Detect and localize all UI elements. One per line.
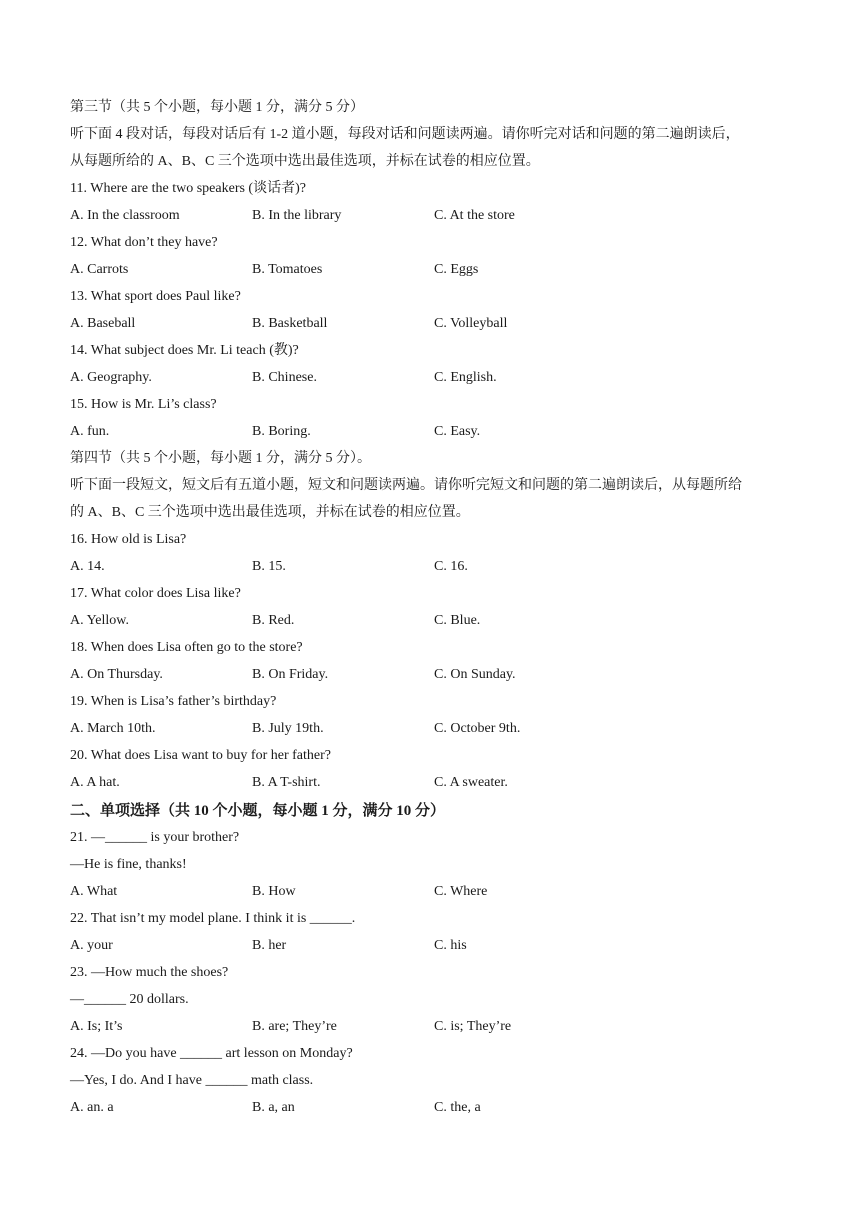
part2-heading: 二、单项选择（共 10 个小题，每小题 1 分，满分 10 分）: [70, 803, 446, 819]
option-b: B. Basketball: [252, 316, 328, 331]
option-b: B. Chinese.: [252, 370, 317, 385]
question-17-stem: 17. What color does Lisa like?: [70, 586, 241, 601]
option-c: C. his: [434, 938, 467, 953]
question-21-stem: 21. —______ is your brother?: [70, 830, 240, 845]
option-a: A. an. a: [70, 1100, 114, 1115]
option-a: A. 14.: [70, 559, 105, 574]
question-20-stem: 20. What does Lisa want to buy for her father?: [70, 748, 331, 763]
option-c: C. Where: [434, 884, 488, 899]
option-b: B. a, an: [252, 1100, 295, 1115]
option-c: C. is; They’re: [434, 1019, 512, 1034]
section4-instruction-line1: 听下面一段短文，短文后有五道小题，短文和问题读两遍。请你听完短文和问题的第二遍朗读后，从每题所给: [70, 478, 742, 493]
option-a: A. Is; It’s: [70, 1019, 123, 1034]
question-23-stem: 23. —How much the shoes?: [70, 965, 229, 980]
option-b: B. On Friday.: [252, 667, 329, 682]
option-a: A. Yellow.: [70, 613, 129, 628]
option-b: B. A T-shirt.: [252, 775, 321, 790]
section4-heading: 第四节（共 5 个小题，每小题 1 分，满分 5 分）。: [70, 451, 371, 466]
question-23-reply: —______ 20 dollars.: [70, 992, 189, 1007]
option-b: B. her: [252, 938, 287, 953]
question-21-reply: —He is fine, thanks!: [70, 857, 187, 872]
question-24-stem: 24. —Do you have ______ art lesson on Monday?: [70, 1046, 353, 1061]
option-b: B. are; They’re: [252, 1019, 337, 1034]
option-c: C. Easy.: [434, 424, 481, 439]
option-c: C. the, a: [434, 1100, 481, 1115]
option-b: B. In the library: [252, 208, 342, 223]
option-a: A. Geography.: [70, 370, 152, 385]
question-18-stem: 18. When does Lisa often go to the store?: [70, 640, 303, 655]
option-b: B. How: [252, 884, 296, 899]
option-a: A. On Thursday.: [70, 667, 163, 682]
section3-heading: 第三节（共 5 个小题，每小题 1 分，满分 5 分）: [70, 100, 364, 115]
question-16-stem: 16. How old is Lisa?: [70, 532, 187, 547]
option-c: C. At the store: [434, 208, 515, 223]
option-a: A. Baseball: [70, 316, 136, 331]
option-c: C. English.: [434, 370, 497, 385]
option-b: B. 15.: [252, 559, 286, 574]
option-b: B. Tomatoes: [252, 262, 323, 277]
question-22-stem: 22. That isn’t my model plane. I think it is ______.: [70, 911, 356, 926]
question-13-stem: 13. What sport does Paul like?: [70, 289, 241, 304]
option-c: C. Blue.: [434, 613, 481, 628]
option-c: C. A sweater.: [434, 775, 508, 790]
option-a: A. Carrots: [70, 262, 129, 277]
option-a: A. March 10th.: [70, 721, 156, 736]
question-19-stem: 19. When is Lisa’s father’s birthday?: [70, 694, 277, 709]
option-c: C. Eggs: [434, 262, 479, 277]
option-c: C. On Sunday.: [434, 667, 516, 682]
section4-instruction-line2: 的 A、B、C 三个选项中选出最佳选项，并标在试卷的相应位置。: [70, 505, 470, 520]
option-c: C. 16.: [434, 559, 468, 574]
section3-instruction-line1: 听下面 4 段对话，每段对话后有 1-2 道小题，每段对话和问题读两遍。请你听完对话和问题的第二遍朗读后，: [70, 127, 740, 142]
option-a: A. A hat.: [70, 775, 120, 790]
option-b: B. Boring.: [252, 424, 311, 439]
question-14-stem: 14. What subject does Mr. Li teach (教)?: [70, 343, 299, 358]
question-15-stem: 15. How is Mr. Li’s class?: [70, 397, 217, 412]
option-a: A. What: [70, 884, 118, 899]
option-a: A. In the classroom: [70, 208, 180, 223]
option-c: C. Volleyball: [434, 316, 508, 331]
question-24-reply: —Yes, I do. And I have ______ math class.: [70, 1073, 314, 1088]
option-a: A. fun.: [70, 424, 110, 439]
option-b: B. Red.: [252, 613, 295, 628]
section3-instruction-line2: 从每题所给的 A、B、C 三个选项中选出最佳选项，并标在试卷的相应位置。: [70, 154, 540, 169]
question-11-stem: 11. Where are the two speakers (谈话者)?: [70, 181, 306, 196]
question-12-stem: 12. What don’t they have?: [70, 235, 218, 250]
option-a: A. your: [70, 938, 113, 953]
option-c: C. October 9th.: [434, 721, 521, 736]
option-b: B. July 19th.: [252, 721, 324, 736]
